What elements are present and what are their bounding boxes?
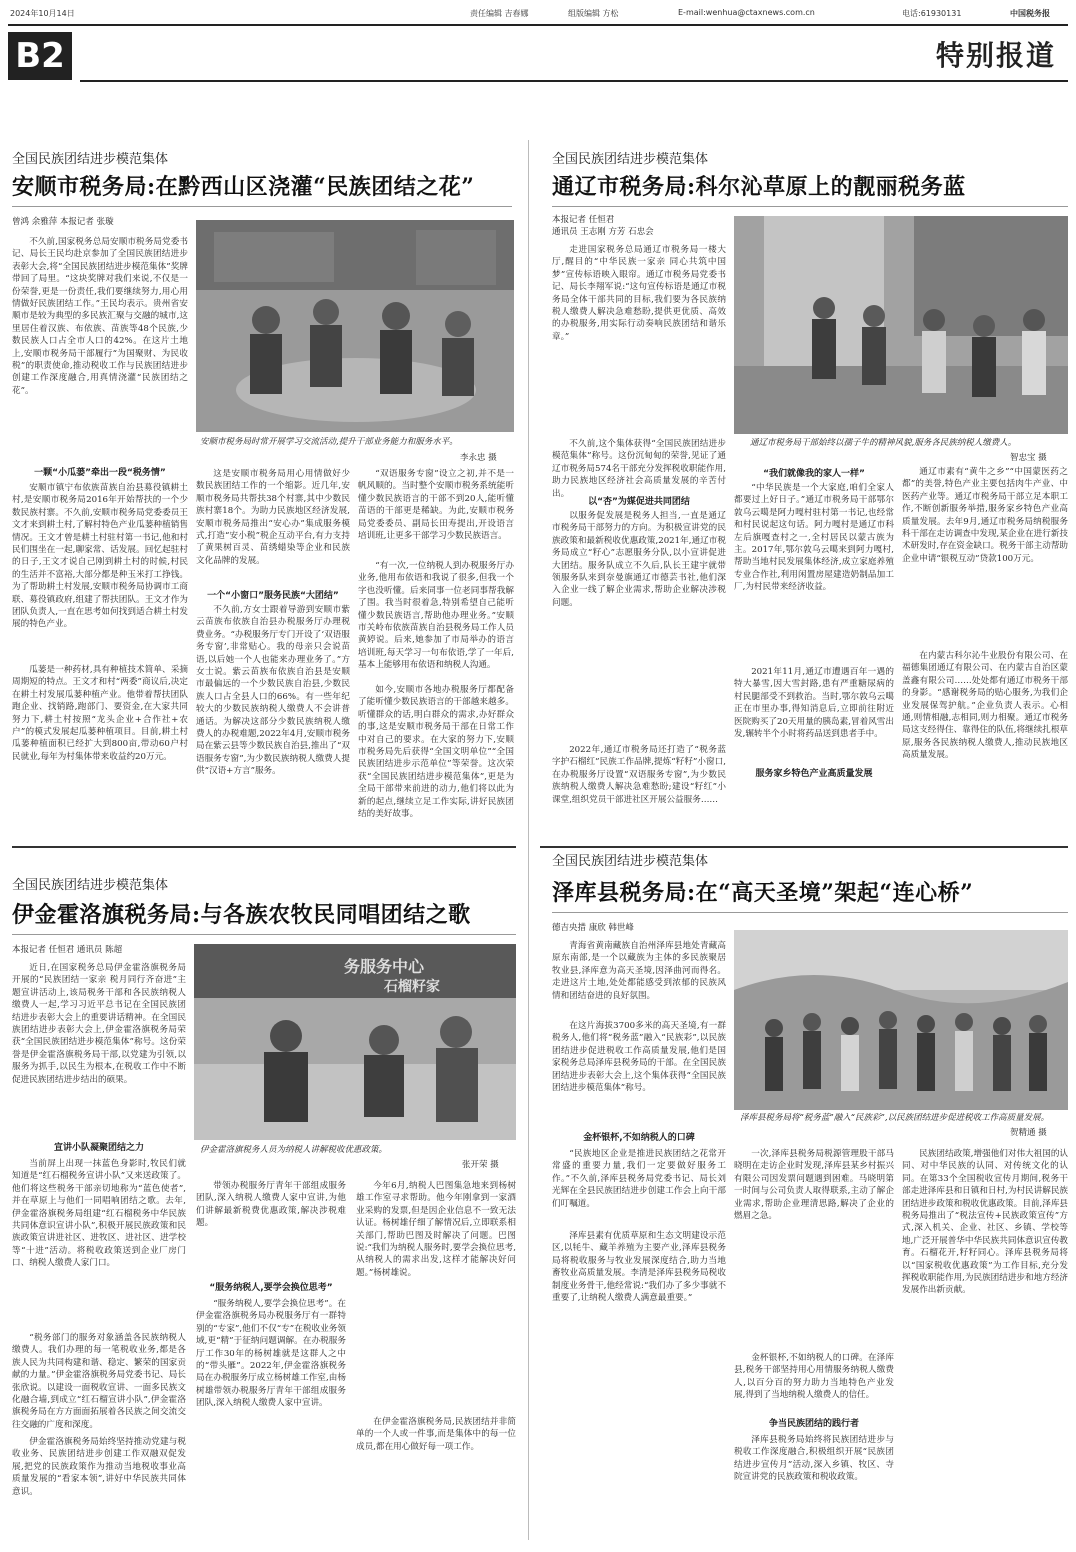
article4-credit: 贺精通 摄: [1010, 1128, 1047, 1138]
article3-caption: 伊金霍洛旗税务人员为纳税人讲解税收优惠政策。: [200, 1145, 388, 1155]
article1-headline: 安顺市税务局:在黔西山区浇灌“民族团结之花”: [12, 174, 475, 200]
article1-body-3: 瓜蒌是一种药材,具有种植技术简单、采摘周期短的特点。王文才和村“两委”商议后,决定在耕土村发展瓜蒌种植产业。他带着帮扶团队跑企业、找销路,跑部门、要资金,在大家共同努力下,耕土村按照“龙头企业+合作社+农户”的模式发展起瓜蒌种植项目。目前,耕土村瓜蒌种植面积已经扩大到800亩,带动60户村民就业,每年为村集体带来收益约20万元。: [12, 665, 188, 762]
masthead-bar: [0, 0, 1076, 24]
article3-body-5: 带领办税服务厅青年干部组成服务团队,深入纳税人缴费人家中宣讲,为他们讲解最新税费优惠政策,解决涉税难题。: [196, 1181, 346, 1229]
article4-rule: [552, 912, 1068, 913]
paper-name: 中国税务报: [1010, 9, 1050, 18]
article4-body-3: “民族地区企业是推进民族团结之花常开常盛的重要力量,我们一定要做好服务工作。”不久前,泽库县税务局党委书记、局长刘光辉在全县民族团结进步创建工作会上向干部们叮嘱道。: [552, 1149, 726, 1209]
center-divider: [528, 140, 529, 1540]
article2-byline: 本报记者 任恒君 通讯员 王志刚 方芳 石忠会: [552, 215, 654, 237]
article4-subhead-1: 金杯银杯,不如纳税人的口碑: [583, 1133, 695, 1143]
article4-body-5: 一次,泽库县税务局税源管理股干部马晓明在走访企业时发现,泽库县某乡村振兴有限公司因发票问题遇到困难。马晓明第一时间与公司负责人取得联系,主动了解企业需求,帮助企业理清思路,解决了企业的燃眉之急。: [734, 1149, 894, 1222]
photo-sign-line-2: 石榴籽家: [384, 979, 440, 995]
article3-body-1: 近日,在国家税务总局伊金霍洛旗税务局开展的“民族团结一家亲 税月同行齐奋进”主题宣讲活动上,该局税务干部和各民族纳税人缴费人一起,学习习近平总书记在全国民族团结进步表彰大会上的重要讲话精神。在全国民族团结进步表彰大会上,伊金霍洛旗税务局荣获“全国民族团结进步模范集体”称号。这份荣誉是伊金霍洛旗税务局干部,以党建为引领,以服务为抓手,以民生为根本,在税收工作中不断促进民族团结进步结出的硕果。: [12, 963, 186, 1085]
article4-body-8: 民族团结政策,增强他们对伟大祖国的认同、对中华民族的认同、对传统文化的认同。在第33个全国税收宣传月期间,税务干部走进泽库县和日镇和日村,为村民讲解民族团结进步政策和税收优惠政策。目前,泽库县税务局推出了“税法宣传+民族政策宣传”方式,深入机关、企业、社区、乡镇、学校等地,广泛开展普华中华民族共同体意识宣传教育。石榴花开,籽籽同心。泽库县税务局将以“国家税收优惠政策”为工作目标,充分发挥税收职能作用,为民族团结进步和地方经济发展作出新贡献。: [902, 1149, 1069, 1296]
article1-body-6: “双语服务专窗”设立之初,并不是一帆风顺的。当时整个安顺市税务系统能听懂少数民族语言的干部不到20人,能听懂苗语的干部更是稀缺。为此,安顺市税务局党委委员、副局长田寿提出,开设语言培训班,让更多干部学习少数民族语言。: [358, 469, 514, 542]
article4-body-4: 泽库县素有优质草原和生态文明建设示范区,以牦牛、藏羊养殖为主要产业,泽库县税务局将税收服务与牧业发展深度结合,助力当地畜牧业高质量发展。李清是泽库县税务局税收制度业务骨干,他经常说:“我们办了多少事就不重要了,让纳税人缴费人满意最重要。”: [552, 1231, 726, 1304]
article4-byline: 德吉央措 康欣 韩世峰: [552, 923, 634, 933]
article1-caption: 安顺市税务局时常开展学习交流活动,提升干部业务能力和服务水平。: [200, 437, 458, 447]
article1-body-8: 如今,安顺市各地办税服务厅都配备了能听懂少数民族语言的干部越来越多。听懂群众的话,明白群众的需求,办好群众的事,这是安顺市税务局干部在日常工作中对自己的要求。在大家的努力下,安顺市税务局先后获得“全国文明单位”“全国民族团结进步示范单位”等荣誉。这次荣获“全国民族团结进步模范集体”,更是为全局干部带来前进的动力,他们将以此为新的起点,继续立足工作实际,讲好民族团结的美好故事。: [358, 685, 514, 820]
article2-rule: [552, 206, 1068, 207]
issue-date: 2024年10月14日: [10, 9, 75, 18]
article2-photo-art: [734, 216, 1068, 434]
article3-rule: [12, 934, 516, 935]
article1-rule: [12, 206, 512, 207]
right-story-divider: [540, 846, 1068, 848]
section-rule: [80, 80, 1068, 82]
article2-subhead-3: 服务家乡特色产业高质量发展: [755, 769, 873, 779]
article3-headline: 伊金霍洛旗税务局:与各族农牧民同唱团结之歌: [12, 902, 471, 928]
article3-body-7: 今年6月,纳税人巴图集急地来到杨树雄工作室寻求帮助。他今年刚拿到一家酒业采购的发票,但是因企业信息不一致无法认证。杨树雄仔细了解情况后,立即联系相关部门,帮助巴图及时解决了问题。巴图说:“我们为纳税人服务时,要学会换位思考,从纳税人的需求出发,这样才能解决好问题。”杨树雄说。: [356, 1181, 516, 1278]
article2-body-1: 走进国家税务总局通辽市税务局一楼大厅,醒目的“中华民族一家亲 同心共筑中国梦”宣传标语映入眼帘。通辽市税务局党委书记、局长李翔军说:“这句宣传标语是通辽市税务局全体干部共同的目标,我们要为各民族纳税人缴费人解决急难愁盼,提供更优质、高效的办税服务,用实际行动奏响民族团结和谐乐章。”: [552, 245, 726, 342]
article3-subhead-1: 宣讲小队凝聚团结之力: [53, 1143, 144, 1153]
article2-body-7: 通辽市素有“黄牛之乡”“中国蒙医药之都”的美誉,特色产业主要包括肉牛产业、中医药产业等。通辽市税务局干部立足本职工作,不断创新服务举措,服务家乡特色产业高质量发展。去年9月,通辽市税务局纳税服务科干部在走访调查中发现,某企业在进行新技术研发时,存在资金缺口。税务干部主动帮助企业申请“银税互动”贷款100万元。: [902, 467, 1069, 564]
article2-body-5: “中华民族是一个大家庭,咱们全家人都要过上好日子。”通辽市税务局干部鄂尔敦乌云噶是阿力嘎村驻村第一书记,也经常和村民说起这句话。阿力嘎村是通辽市科左后旗嘎查村之一,全村居民以蒙古族为主。2017年,鄂尔敦乌云噶来到阿力嘎村,帮助当地村民发展集体经济,成立家庭养殖专业合作社,利用闲置房屋建造奶制品加工厂,为村民带来经济收益。: [734, 483, 894, 593]
article1-body-5: 不久前,方女士跟着导游到安顺市紫云苗族布依族自治县办税服务厅办理税费业务。“办税服务厅专门开设了‘双语服务专窗’,非常贴心。我的母亲只会说苗语,以后她一个人也能来办理业务了。”方女士说。紫云苗族布依族自治县是安顺市最偏远的一个少数民族自治县,少数民族人口占全县人口的66%。有一些年纪较大的少数民族纳税人缴费人不会讲普通话。为解决这部分少数民族纳税人缴费人的办税难题,2022年4月,安顺市税务局在紫云县等少数民族自治县,推出了“双语服务专窗”,为少数民族纳税人缴费人提供“汉语+方言”服务。: [196, 605, 350, 777]
article2-photo: [734, 216, 1068, 434]
article2-body-7-lead: [734, 782, 894, 816]
article4-body-7: 泽库县税务局始终将民族团结进步与税收工作深度融合,积极组织开展“民族团结进步宣传月”活动,深入乡镇、牧区、寺院宣讲党的民族政策和税收政策。: [734, 1435, 894, 1483]
article4-photo-art: [734, 930, 1068, 1110]
article1-byline: 曾鸿 余雅萍 本报记者 张璇: [12, 217, 114, 227]
contact-phone: 电话:61930131: [902, 9, 962, 18]
article3-body-8: 在伊金霍洛旗税务局,民族团结并非简单的一个人或一件事,而是集体中的每一位成员,都在用心做好每一项工作。: [356, 1417, 516, 1452]
article4-body-2: 在这片海拔3700多米的高天圣境,有一群税务人,他们将“税务蓝”融入“民族彩”,以民族团结进步促进税收工作高质量发展,他们是国家税务总局泽库县税务局的干部。在全国民族团结进步表彰大会上,这个集体获得“全国民族团结进步模范集体”称号。: [552, 1021, 726, 1094]
article4-headline: 泽库县税务局:在“高天圣境”架起“连心桥”: [552, 880, 974, 906]
article3-byline: 本报记者 任恒君 通讯员 陈超: [12, 945, 123, 955]
article1-body-1: 不久前,国家税务总局安顺市税务局党委书记、局长王民均赴京参加了全国民族团结进步表彰大会,将“全国民族团结进步模范集体”奖牌带回了局里。“这块奖牌对我们来说,不仅是一份荣誉,更是一份责任,我们要继续努力,用心用情做好民族团结工作。”王民均表示。贵州省安顺市是较为典型的多民族汇聚与交融的城市,这里居住着汉族、布依族、苗族等48个民族,少数民族人口占全市人口的42%。在这片土地上,安顺市税务局干部履行“为国聚财、为民收税”的职责使命,推动税收工作与民族团结进步创建工作深度融合,用真情浇灌“民族团结之花”。: [12, 237, 188, 396]
article2-body-2: 不久前,这个集体获得“全国民族团结进步模范集体”称号。这份沉甸甸的荣誉,见证了通辽市税务局574名干部充分发挥税收职能作用,助力民族地区经济社会高质量发展的辛苦付出。: [552, 439, 726, 499]
article2-body-8: 在内蒙古科尔沁牛业股份有限公司、在福德集团通辽有限公司、在内蒙古自治区蒙盖鑫有限公司……处处都有通辽市税务干部的身影。“感谢税务局的贴心服务,为我们企业发展保驾护航。”企业负责人表示。心相通,则情相融,志相同,则力相聚。通辽市税务局这支经得住、靠得住的队伍,将继续扎根草原,服务各民族纳税人缴费人,推动民族地区高质量发展。: [902, 651, 1069, 761]
article1-photo-art: [196, 220, 514, 432]
article2-headline: 通辽市税务局:科尔沁草原上的靓丽税务蓝: [552, 174, 966, 200]
article2-subhead-1: 以“杏”为媒促进共同团结: [588, 497, 690, 507]
article4-photo: [734, 930, 1068, 1110]
article4-body-6: 金杯银杯,不如纳税人的口碑。在泽库县,税务干部坚持用心用情服务纳税人缴费人,以百分百的努力助力当地特色产业发展,得到了当地纳税人缴费人的信任。: [734, 1353, 894, 1401]
article3-body-4: 伊金霍洛旗税务局始终坚持推动党建与税收业务、民族团结进步创建工作双融双促发展,把党的民族政策作为推动当地税收事业高质量发展的“看家本领”,讲好中华民族共同体意识。: [12, 1437, 186, 1497]
article1-body-4: 这是安顺市税务局用心用情做好少数民族团结工作的一个缩影。近几年,安顺市税务局共帮扶38个村寨,其中少数民族村寨18个。为助力民族地区经济发展,安顺市税务局推出“安心办”集成服务模式,打造“安小税”税企互动平台,有力支持了黄果树百灵、苗绣蜡染等企业和民族文化品牌的发展。: [196, 469, 350, 566]
article3-body-3: “税务部门的服务对象涵盖各民族纳税人缴费人。我们办理的每一笔税收业务,都是各族人民为共同构建和谐、稳定、繁荣的国家贡献的力量。”伊金霍洛旗税务局党委书记、局长张欣说。以建设一面税收宣讲、一面多民族文化融合墙,到成立“红石榴宣讲小队”,伊金霍洛旗税务局在方方面面拓展着各民族之间交流交往交融的广度和深度。: [12, 1333, 186, 1430]
article1-body-2: 安顺市镇宁布依族苗族自治县募役镇耕土村,是安顺市税务局2016年开始帮扶的一个少数民族村寨。不久前,安顺市税务局党委委员王文才来到耕土村,了解村特色产业瓜蒌种植销售情况。王文才曾是耕土村驻村第一书记,他和村民们围坐在一起,聊家常、话发展。回忆起驻村的日子,王文才说自己刚到耕土村的时候,村民的生活并不富裕,大部分都是种玉米打工挣钱。为了帮助耕土村发展,安顺市税务局协调市工商联、募役镇政府,组建了帮扶团队。王文才作为团队负责人,一直在思考如何找到适合耕土村发展的特色产业。: [12, 483, 188, 630]
article3-photo: [194, 944, 516, 1140]
editor-credit: 责任编辑 吉春娜: [470, 9, 529, 18]
article2-body-3: 以服务促发展是税务人担当,一直是通辽市税务局干部努力的方向。为积极宣讲党的民族政策和最新税收优惠政策,2021年,通辽市税务局成立“籽心”志愿服务分队,以小宣讲促进大团结。服务队成立不久后,队长王建宇就带领服务队来到奈曼旗通辽市德芸书社,他们深入企业一线了解企业需求,帮助企业解决涉税问题。: [552, 511, 726, 608]
article4-body-1: 青海省黄南藏族自治州泽库县地处青藏高原东南部,是一个以藏族为主体的多民族聚居牧业县,泽库意为高天圣境,因泽曲河而得名。走进这片土地,处处都能感受到浓郁的民族风情和团结奋进的良好氛围。: [552, 941, 726, 1001]
page-number: B2: [8, 32, 72, 80]
article3-subhead-2: “服务纳税人,要学会换位思考”: [209, 1283, 333, 1293]
article1-photo: [196, 220, 514, 432]
article1-credit: 李永忠 摄: [460, 453, 497, 463]
article1-eyebrow: 全国民族团结进步模范集体: [12, 152, 169, 167]
article2-eyebrow: 全国民族团结进步模范集体: [552, 152, 709, 167]
contact-email: E-mail:wenhua@ctaxnews.com.cn: [678, 8, 815, 17]
article3-body-6: “服务纳税人,要学会换位思考”。在伊金霍洛旗税务局办税服务厅有一群特别的“专家”,他们不仅“专”在税收业务领域,更“精”于征纳问题调解。在办税服务厅工作30年的杨树雄就是这群人之中的“带头雁”。2022年,伊金霍洛旗税务局在办税服务厅成立杨树雄工作室,由杨树雄带领办税服务厅青年干部组成服务团队,深入纳税人缴费人家中宣讲。: [196, 1299, 346, 1409]
article2-body-4: 2022年,通辽市税务局还打造了“税务蓝字护石榴红”民族工作品牌,提炼“籽籽”小窗口,在办税服务厅设置“双语服务专窗”,为少数民族纳税人缴费人解决急难愁盼;建设“籽红”小课堂,组织党员干部进社区开展公益服务……: [552, 745, 726, 805]
section-title: 特别报道: [935, 39, 1056, 72]
article4-eyebrow: 全国民族团结进步模范集体: [552, 854, 709, 869]
article3-body-2: 当前屏上出现一抹蓝色身影时,牧民们就知道是“红石榴税务宣讲小队”又来送政策了。他们将这些税务干部亲切地称为“蓝色使者”,并在草原上与他们一同唱响团结之歌。去年,伊金霍洛旗税务局组建“红石榴税务中华民族共同体意识宣讲小队”,积极开展民族政策和民族政策宣讲进社区、进牧区、进社区、进学校等“十进”活动。将税收政策送到企业厂房门口、纳税人缴费人家门口。: [12, 1159, 186, 1269]
article4-caption: 泽库县税务局将“税务蓝”融入“民族彩”,以民族团结进步促进税收工作高质量发展。: [740, 1113, 1050, 1123]
article3-credit: 张开荣 摄: [462, 1160, 499, 1170]
article2-credit: 智忠宝 摄: [1010, 453, 1047, 463]
photo-sign-line-1: 务服务中心: [344, 957, 425, 976]
article2-caption: 通辽市税务局干部始终以孺子牛的精神风貌,服务各民族纳税人缴费人。: [750, 438, 1017, 448]
article1-subhead-2: 一个“小窗口”服务民族“大团结”: [207, 591, 339, 601]
header-rule: [8, 24, 1068, 26]
article2-subhead-2: “我们就像我的家人一样”: [763, 469, 865, 479]
left-story-divider: [12, 846, 516, 848]
designer-credit: 组版编辑 方松: [568, 9, 619, 18]
article1-subhead-1: 一颗“小瓜蒌”牵出一段“税务情”: [34, 468, 166, 478]
article1-body-7: “有一次,一位纳税人到办税服务厅办业务,他用布依语和我说了很多,但我一个字也没听懂。后来同事一位老同事帮我解了围。我当时很着急,特别希望自己能听懂少数民族语言,帮助他办理业务。”安顺市关岭布依族苗族自治县税务局工作人员黄婷说。后来,她参加了市局举办的语言培训班,每天学习一句布依语,学了一年后,基本上能够用布依语和纳税人沟通。: [358, 561, 514, 671]
article2-body-6: 2021年11月,通辽市遭遇百年一遇的特大暴雪,因大雪封路,患有严重糖尿病的村民腿部受不到救治。当时,鄂尔敦乌云噶正在市里办事,得知消息后,立即前往附近医院购买了20天用量的胰岛素,冒着风雪出发,辗转半个小时将药品送到患者手中。: [734, 667, 894, 740]
article3-eyebrow: 全国民族团结进步模范集体: [12, 878, 169, 893]
article4-subhead-2: 争当民族团结的践行者: [768, 1419, 859, 1429]
